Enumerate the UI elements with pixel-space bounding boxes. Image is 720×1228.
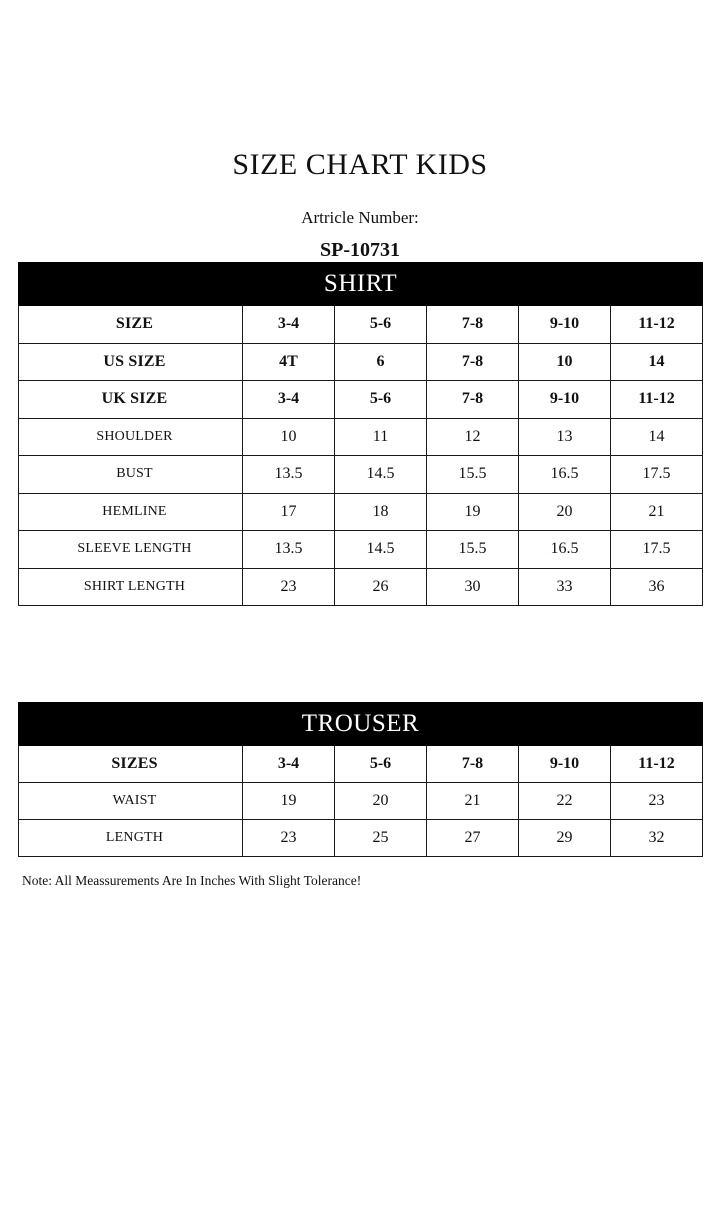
cell: 13.5 [243, 456, 335, 494]
table-band-row [19, 263, 703, 306]
cell: 14 [611, 343, 703, 381]
cell: 14 [611, 418, 703, 456]
cell: 13 [519, 418, 611, 456]
cell: 23 [611, 783, 703, 820]
measurement-note: Note: All Meassurements Are In Inches With Slight Tolerance! [22, 873, 362, 888]
trouser-size-table [18, 702, 703, 857]
row-label: SHIRT LENGTH [19, 568, 243, 606]
cell: 17 [243, 493, 335, 531]
cell: 5-6 [335, 306, 427, 344]
cell: 21 [427, 783, 519, 820]
row-label: WAIST [19, 783, 243, 820]
cell: 4T [243, 343, 335, 381]
shirt-band-label: SHIRT [19, 263, 703, 306]
cell: 17.5 [611, 531, 703, 569]
cell: 3-4 [243, 381, 335, 419]
table-row [19, 343, 703, 381]
cell: 9-10 [519, 746, 611, 783]
cell: 10 [243, 418, 335, 456]
cell: 16.5 [519, 456, 611, 494]
cell: 17.5 [611, 456, 703, 494]
row-label: HEMLINE [19, 493, 243, 531]
cell: 14.5 [335, 531, 427, 569]
cell: 26 [335, 568, 427, 606]
size-chart-page [0, 148, 720, 1228]
cell: 15.5 [427, 531, 519, 569]
shirt-table-wrapper [18, 262, 702, 606]
cell: 5-6 [335, 381, 427, 419]
cell: 7-8 [427, 306, 519, 344]
cell: 13.5 [243, 531, 335, 569]
row-label: SLEEVE LENGTH [19, 531, 243, 569]
cell: 27 [427, 820, 519, 857]
table-row [19, 746, 703, 783]
article-number-label: Artricle Number: [301, 208, 419, 227]
cell: 3-4 [243, 306, 335, 344]
table-row [19, 418, 703, 456]
table-row [19, 783, 703, 820]
cell: 7-8 [427, 381, 519, 419]
cell: 19 [427, 493, 519, 531]
cell: 11-12 [611, 746, 703, 783]
cell: 32 [611, 820, 703, 857]
cell: 16.5 [519, 531, 611, 569]
cell: 6 [335, 343, 427, 381]
cell: 19 [243, 783, 335, 820]
row-label: LENGTH [19, 820, 243, 857]
cell: 10 [519, 343, 611, 381]
cell: 14.5 [335, 456, 427, 494]
cell: 20 [335, 783, 427, 820]
cell: 29 [519, 820, 611, 857]
table-row [19, 820, 703, 857]
cell: 21 [611, 493, 703, 531]
row-label: BUST [19, 456, 243, 494]
row-label: SIZES [19, 746, 243, 783]
shirt-size-table [18, 262, 703, 606]
cell: 9-10 [519, 381, 611, 419]
cell: 7-8 [427, 746, 519, 783]
cell: 11-12 [611, 381, 703, 419]
cell: 30 [427, 568, 519, 606]
article-number-value: SP-10731 [320, 239, 400, 261]
section-spacer [18, 606, 702, 702]
page-title: SIZE CHART KIDS [232, 148, 488, 181]
cell: 15.5 [427, 456, 519, 494]
cell: 3-4 [243, 746, 335, 783]
row-label: SHOULDER [19, 418, 243, 456]
row-label: US SIZE [19, 343, 243, 381]
cell: 9-10 [519, 306, 611, 344]
table-row [19, 568, 703, 606]
cell: 11-12 [611, 306, 703, 344]
cell: 11 [335, 418, 427, 456]
table-row [19, 306, 703, 344]
cell: 23 [243, 820, 335, 857]
trouser-band-label: TROUSER [19, 703, 703, 746]
table-row [19, 531, 703, 569]
cell: 22 [519, 783, 611, 820]
cell: 7-8 [427, 343, 519, 381]
table-row [19, 456, 703, 494]
cell: 20 [519, 493, 611, 531]
cell: 36 [611, 568, 703, 606]
cell: 25 [335, 820, 427, 857]
trouser-table-wrapper [18, 702, 702, 857]
table-row [19, 381, 703, 419]
cell: 12 [427, 418, 519, 456]
table-band-row [19, 703, 703, 746]
row-label: SIZE [19, 306, 243, 344]
table-row [19, 493, 703, 531]
row-label: UK SIZE [19, 381, 243, 419]
cell: 33 [519, 568, 611, 606]
cell: 18 [335, 493, 427, 531]
cell: 5-6 [335, 746, 427, 783]
cell: 23 [243, 568, 335, 606]
